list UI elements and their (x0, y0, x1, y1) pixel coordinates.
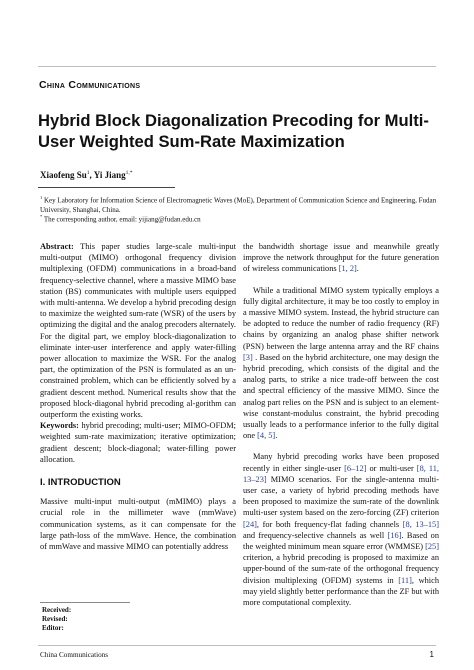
affiliation: $^1$ Key Laboratory for Information Science of Electromagnetic Waves (MoE), Department of Communication Science and Engineering, Fudan University, Shanghai, China. (40, 195, 437, 215)
footer-rule (38, 645, 436, 646)
citation-link[interactable]: [11] (398, 575, 412, 585)
citation-link[interactable]: [3] (243, 352, 253, 362)
left-column (40, 241, 236, 552)
keywords: Keywords: hybrid precoding; multi-user; MIMO-OFDM; weighted sum-rate maximization; iterative optimization; gradient descent; block-diagonal; water-filling power allocation. (40, 421, 236, 464)
author-rule (38, 187, 175, 188)
manuscript-dates (42, 606, 71, 634)
paragraph: the bandwidth shortage issue and meanwhile greatly improve the network throughput for the future generation of wireless communications [1, 2]. (243, 242, 439, 274)
author-name: Yi Jiang (93, 170, 126, 180)
section-heading: I. INTRODUCTION (40, 477, 121, 489)
footer-journal-name: China Communications (40, 651, 109, 659)
citation-link[interactable]: [1, 2] (338, 264, 357, 274)
paragraph: While a traditional MIMO system typically employs a fully digital architecture, it may be too costly to employ in a massive MIMO system. Instead, the hybrid structure can be adopted to reduce the number of radio frequency (RF) chains by organizing an analog phase shifter network (PSN) between the large antenna array and the RF chains [3] . Based on the hybrid architecture, one may design the hybrid precoding, which consists of the digital and the analog parts, to strike a nice trade-off between the cost and spectral efficiency of the massive MIMO. Since the analog part relies on the PSN and is subject to an element-wise constant-modulus constraint, the hybrid precoding usually leads to a performance inferior to the fully digital one [4, 5]. (243, 285, 439, 441)
citation-link[interactable]: [6–12] (344, 463, 367, 473)
top-rule (38, 66, 436, 67)
paragraph: Many hybrid precoding works have been proposed recently in either single-user [6–12] or multi-user [8, 11, 13–23] MIMO scenarios. For the single-antenna multi-user case, a variety of hybrid precoding methods have been proposed to maximize the sum-rate of the downlink multi-user system based on the zero-forcing (ZF) criterion [24], for both frequency-flat fading channels [8, 13–15] and frequency-selective channels as well [16]. Based on the weighted minimum mean square error (WMMSE) [25] criterion, a hybrid precoding is proposed to maximize an upper-bound of the sum-rate of the orthogonal frequency division multiplexing (OFDM) systems in [11], which may yield slightly better performance than the ZF but with more computational complexity. (243, 452, 439, 608)
author-name: Xiaofeng Su (40, 170, 87, 180)
citation-link[interactable]: [25] (425, 542, 439, 552)
page-number: 1 (429, 650, 434, 659)
editor-label: Editor: (42, 624, 64, 633)
received-label: Received: (42, 606, 72, 614)
paragraph: Massive multi-input multi-output (mMIMO) plays a crucial role in the millimeter wave (mmWave) communication systems, as it can compensate for the large path-loss of the mmWave. Hence, the combination of mmWave and massive MIMO can potentially address (40, 497, 236, 552)
footnote-rule (40, 602, 130, 603)
abstract: Abstract: This paper studies large-scale multi-input multi-output (MIMO) orthogonal frequency division multiplexing (OFDM) communications in a broad-band frequency-selective channel, where a massive MIMO base station (BS) communicates with multiple users equipped with multi-antenna. We develop a hybrid precoding design to maximize the weighted sum-rate (WSR) of the users by optimizing the digital and the analog precoders alternately. For the digital part, we employ block-diagonalization to eliminate inter-user interference and apply water-filling power allocation to maximize the WSR. For the analog part, the optimization of the PSN is formulated as an un-constrained problem, which can be efficiently solved by a gradient descent method. Numerical results show that the proposed block-diagonal hybrid precoding al-gorithm can outperform the existing works. (40, 242, 236, 420)
right-column (243, 241, 439, 608)
corresponding-author: * The corresponding author, email: yijiang@fudan.edu.cn (40, 214, 201, 224)
journal-header: China Communications (39, 79, 141, 91)
citation-link[interactable]: [4, 5] (257, 431, 276, 441)
citation-link[interactable]: [16] (387, 530, 402, 540)
citation-link[interactable]: [8, 11, 13–23] (243, 463, 439, 484)
citation-link[interactable]: [24] (243, 519, 257, 529)
citation-link[interactable]: [8, 13–15] (402, 519, 439, 529)
revised-label: Revised: (42, 615, 68, 624)
author-list: Xiaofeng Su$^1$, Yi Jiang$^{1,*}$ (40, 170, 133, 180)
paper-title: Hybrid Block Diagonalization Precoding for Multi-User Weighted Sum-Rate Maximization (38, 111, 429, 151)
